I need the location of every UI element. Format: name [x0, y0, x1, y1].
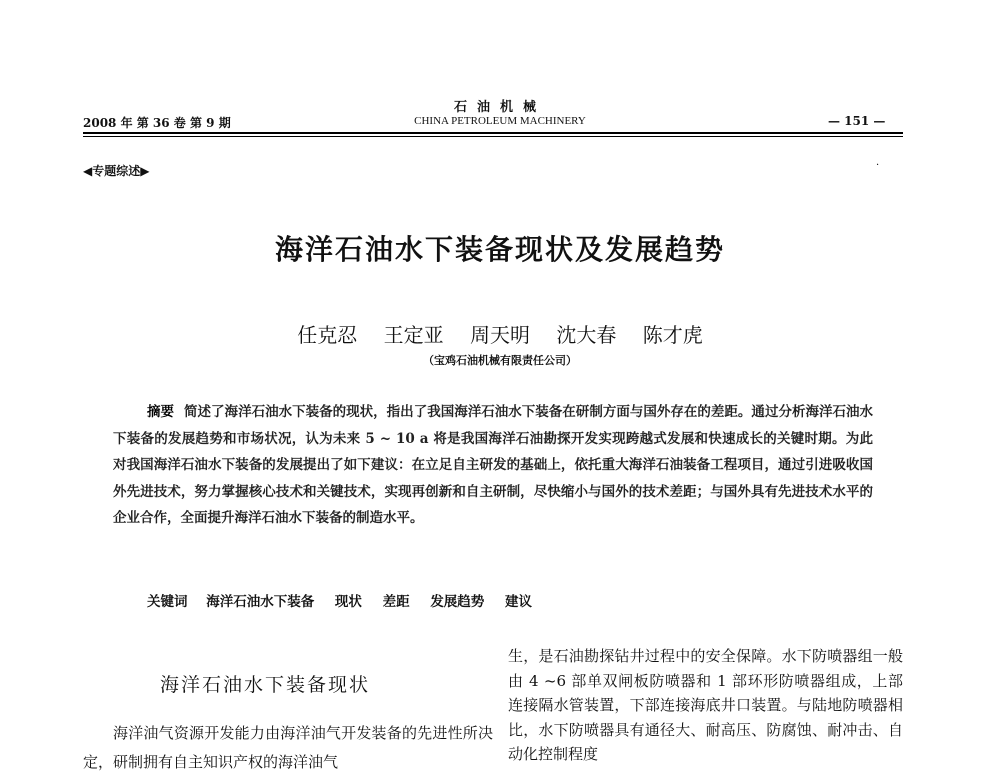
- header-rule-thin: [83, 136, 903, 137]
- abstract-text: 简述了海洋石油水下装备的现状，指出了我国海洋石油水下装备在研制方面与国外存在的差距。通过分析海洋石油水下装备的发展趋势和市场状况，认为未来 5 ~ 10 a 将是我国海洋石油勘探开发实现跨越式发展和快速成长的关键时期。为此对我国海洋石油水下装备的发展提出了如下建议：在立足自主研发的基础上，依托重大海洋石油装备工程项目，通过引进吸收国外先进技术，努力掌握核心技术和关键技术，实现再创新和自主研制，尽快缩小与国外的技术差距；与国外具有先进技术水平的企业合作，全面提升海洋石油水下装备的制造水平。: [113, 404, 874, 526]
- author: 周天明: [470, 323, 530, 347]
- abstract-label: 摘要: [147, 404, 175, 420]
- author: 王定亚: [383, 323, 444, 347]
- paper-title: 海洋石油水下装备现状及发展趋势: [274, 233, 725, 266]
- issue-info: 2008 年 第 36 卷 第 9 期: [83, 116, 231, 130]
- keyword: 建议: [505, 594, 533, 610]
- section-tag: ◀专题综述▶: [83, 164, 150, 178]
- keywords-label: 关键词: [147, 594, 188, 610]
- affiliation: （宝鸡石油机械有限责任公司）: [423, 354, 577, 367]
- author: 任克忍: [297, 323, 358, 347]
- body-text-left: 海洋油气资源开发能力由海洋油气开发装备的先进性所决定，研制拥有自主知识产权的海洋油气: [83, 724, 493, 771]
- journal-name-en: CHINA PETROLEUM MACHINERY: [414, 115, 586, 127]
- stray-dot: ·: [876, 160, 880, 171]
- keywords: [147, 590, 548, 610]
- keyword: 现状: [334, 594, 362, 610]
- author-list: [0, 319, 1000, 348]
- author: 陈才虎: [642, 323, 703, 347]
- keyword: 差距: [382, 594, 410, 610]
- page-number: — 151 —: [828, 114, 886, 128]
- body-text-right: 生，是石油勘探钻井过程中的安全保障。水下防喷器组一般由 4 ~6 部单双闸板防喷器和 1 部环形防喷器组成，上部连接隔水管装置，下部连接海底井口装置。与陆地防喷器相比，水下防喷器具有通径大、耐高压、防腐蚀、耐冲击、自动化控制程度: [508, 647, 903, 763]
- author: 沈大春: [556, 323, 617, 347]
- journal-name-cn: 石油机械: [453, 100, 546, 115]
- section-heading: 海洋石油水下装备现状: [160, 674, 371, 696]
- keyword: 海洋石油水下装备: [206, 594, 315, 610]
- abstract: [113, 399, 873, 532]
- keyword: 发展趋势: [430, 594, 485, 610]
- header-rule-thick: [83, 132, 903, 134]
